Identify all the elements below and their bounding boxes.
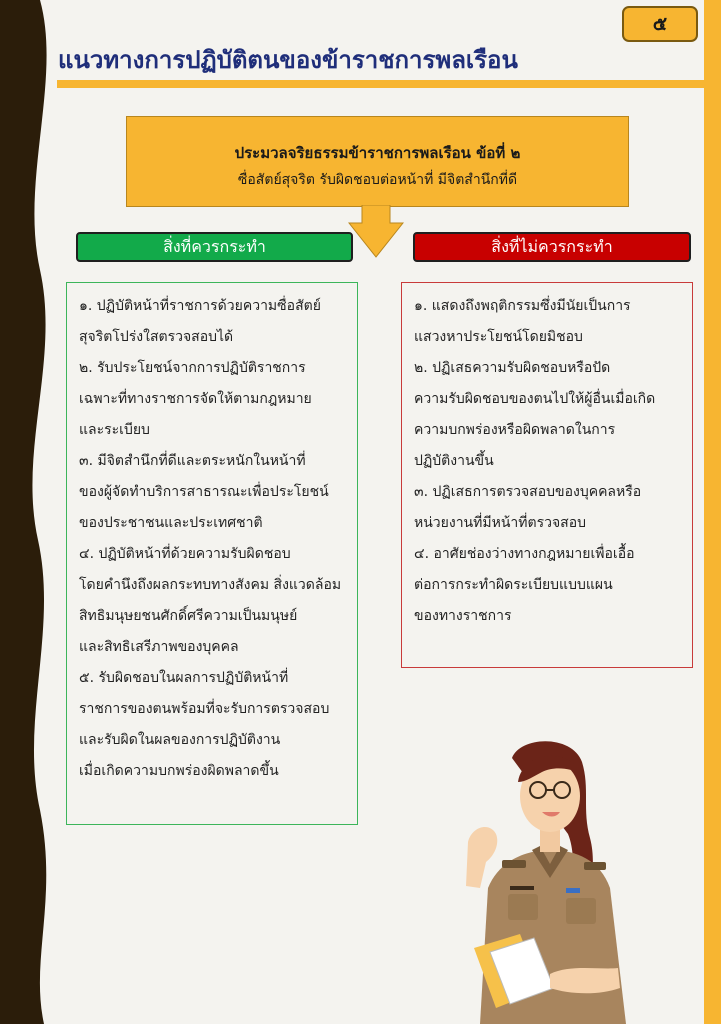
dont-line: ๑. แสดงถึงพฤติกรรมซึ่งมีนัยเป็นการ bbox=[414, 298, 631, 314]
do-line: ของประชาชนและประเทศชาติ bbox=[79, 515, 263, 531]
header-subtitle: ซื่อสัตย์สุจริต รับผิดชอบต่อหน้าที่ มีจิตสำนึกที่ดี bbox=[237, 172, 518, 188]
do-line: ๓. มีจิตสำนึกที่ดีและตระหนักในหน้าที่ bbox=[79, 453, 306, 469]
dont-line: ๓. ปฏิเสธการตรวจสอบของบุคคลหรือ bbox=[414, 484, 642, 500]
do-line: สิทธิมนุษยชนศักดิ์ศรีความเป็นมนุษย์ bbox=[79, 608, 298, 624]
page-number-badge: ๕ bbox=[622, 6, 698, 42]
dont-line: หน่วยงานที่มีหน้าที่ตรวจสอบ bbox=[414, 515, 586, 531]
do-line: ของผู้จัดทำบริการสาธารณะเพื่อประโยชน์ bbox=[79, 484, 329, 500]
do-line: ราชการของตนพร้อมที่จะรับการตรวจสอบ bbox=[79, 701, 330, 717]
civil-servant-illustration bbox=[450, 738, 650, 1024]
dont-section-label: สิ่งที่ไม่ควรกระทำ bbox=[413, 232, 691, 262]
dont-list-box bbox=[401, 282, 693, 668]
dont-line: แสวงหาประโยชน์โดยมิชอบ bbox=[414, 329, 583, 345]
do-line: และรับผิดในผลของการปฏิบัติงาน bbox=[79, 732, 281, 748]
do-line: สุจริตโปร่งใสตรวจสอบได้ bbox=[79, 329, 234, 345]
do-line: ๒. รับประโยชน์จากการปฏิบัติราชการ bbox=[79, 360, 306, 376]
ethics-header-box bbox=[126, 116, 629, 207]
do-list-box bbox=[66, 282, 358, 825]
header-title: ประมวลจริยธรรมข้าราชการพลเรือน ข้อที่ ๒ bbox=[234, 144, 521, 162]
left-wave-decoration bbox=[0, 0, 70, 1024]
do-line: เมื่อเกิดความบกพร่องผิดพลาดขึ้น bbox=[79, 763, 279, 779]
down-arrow-icon bbox=[348, 205, 404, 259]
page-title: แนวทางการปฏิบัติตนของข้าราชการพลเรือน bbox=[58, 46, 518, 74]
do-line: และระเบียบ bbox=[79, 422, 150, 438]
do-line: ๕. รับผิดชอบในผลการปฏิบัติหน้าที่ bbox=[79, 670, 289, 686]
do-line: เฉพาะที่ทางราชการจัดให้ตามกฎหมาย bbox=[79, 391, 312, 407]
dont-line: ความรับผิดชอบของตนไปให้ผู้อื่นเมื่อเกิด bbox=[414, 391, 656, 407]
dont-line: ๔. อาศัยช่องว่างทางกฎหมายเพื่อเอื้อ bbox=[414, 546, 635, 562]
title-underline bbox=[57, 80, 704, 88]
right-accent-bar bbox=[704, 0, 721, 1024]
dont-line: ของทางราชการ bbox=[414, 608, 512, 624]
do-line: ๔. ปฏิบัติหน้าที่ด้วยความรับผิดชอบ bbox=[79, 546, 291, 562]
do-section-label: สิ่งที่ควรกระทำ bbox=[76, 232, 353, 262]
dont-line: ๒. ปฏิเสธความรับผิดชอบหรือปัด bbox=[414, 360, 611, 376]
dont-line: ปฏิบัติงานขึ้น bbox=[414, 453, 494, 469]
dont-line: ความบกพร่องหรือผิดพลาดในการ bbox=[414, 422, 616, 438]
do-line: ๑. ปฏิบัติหน้าที่ราชการด้วยความซื่อสัตย์ bbox=[79, 298, 321, 314]
dont-line: ต่อการกระทำผิดระเบียบแบบแผน bbox=[414, 577, 613, 593]
do-line: โดยคำนึงถึงผลกระทบทางสังคม สิ่งแวดล้อม bbox=[79, 577, 342, 593]
do-line: และสิทธิเสรีภาพของบุคคล bbox=[79, 639, 239, 655]
